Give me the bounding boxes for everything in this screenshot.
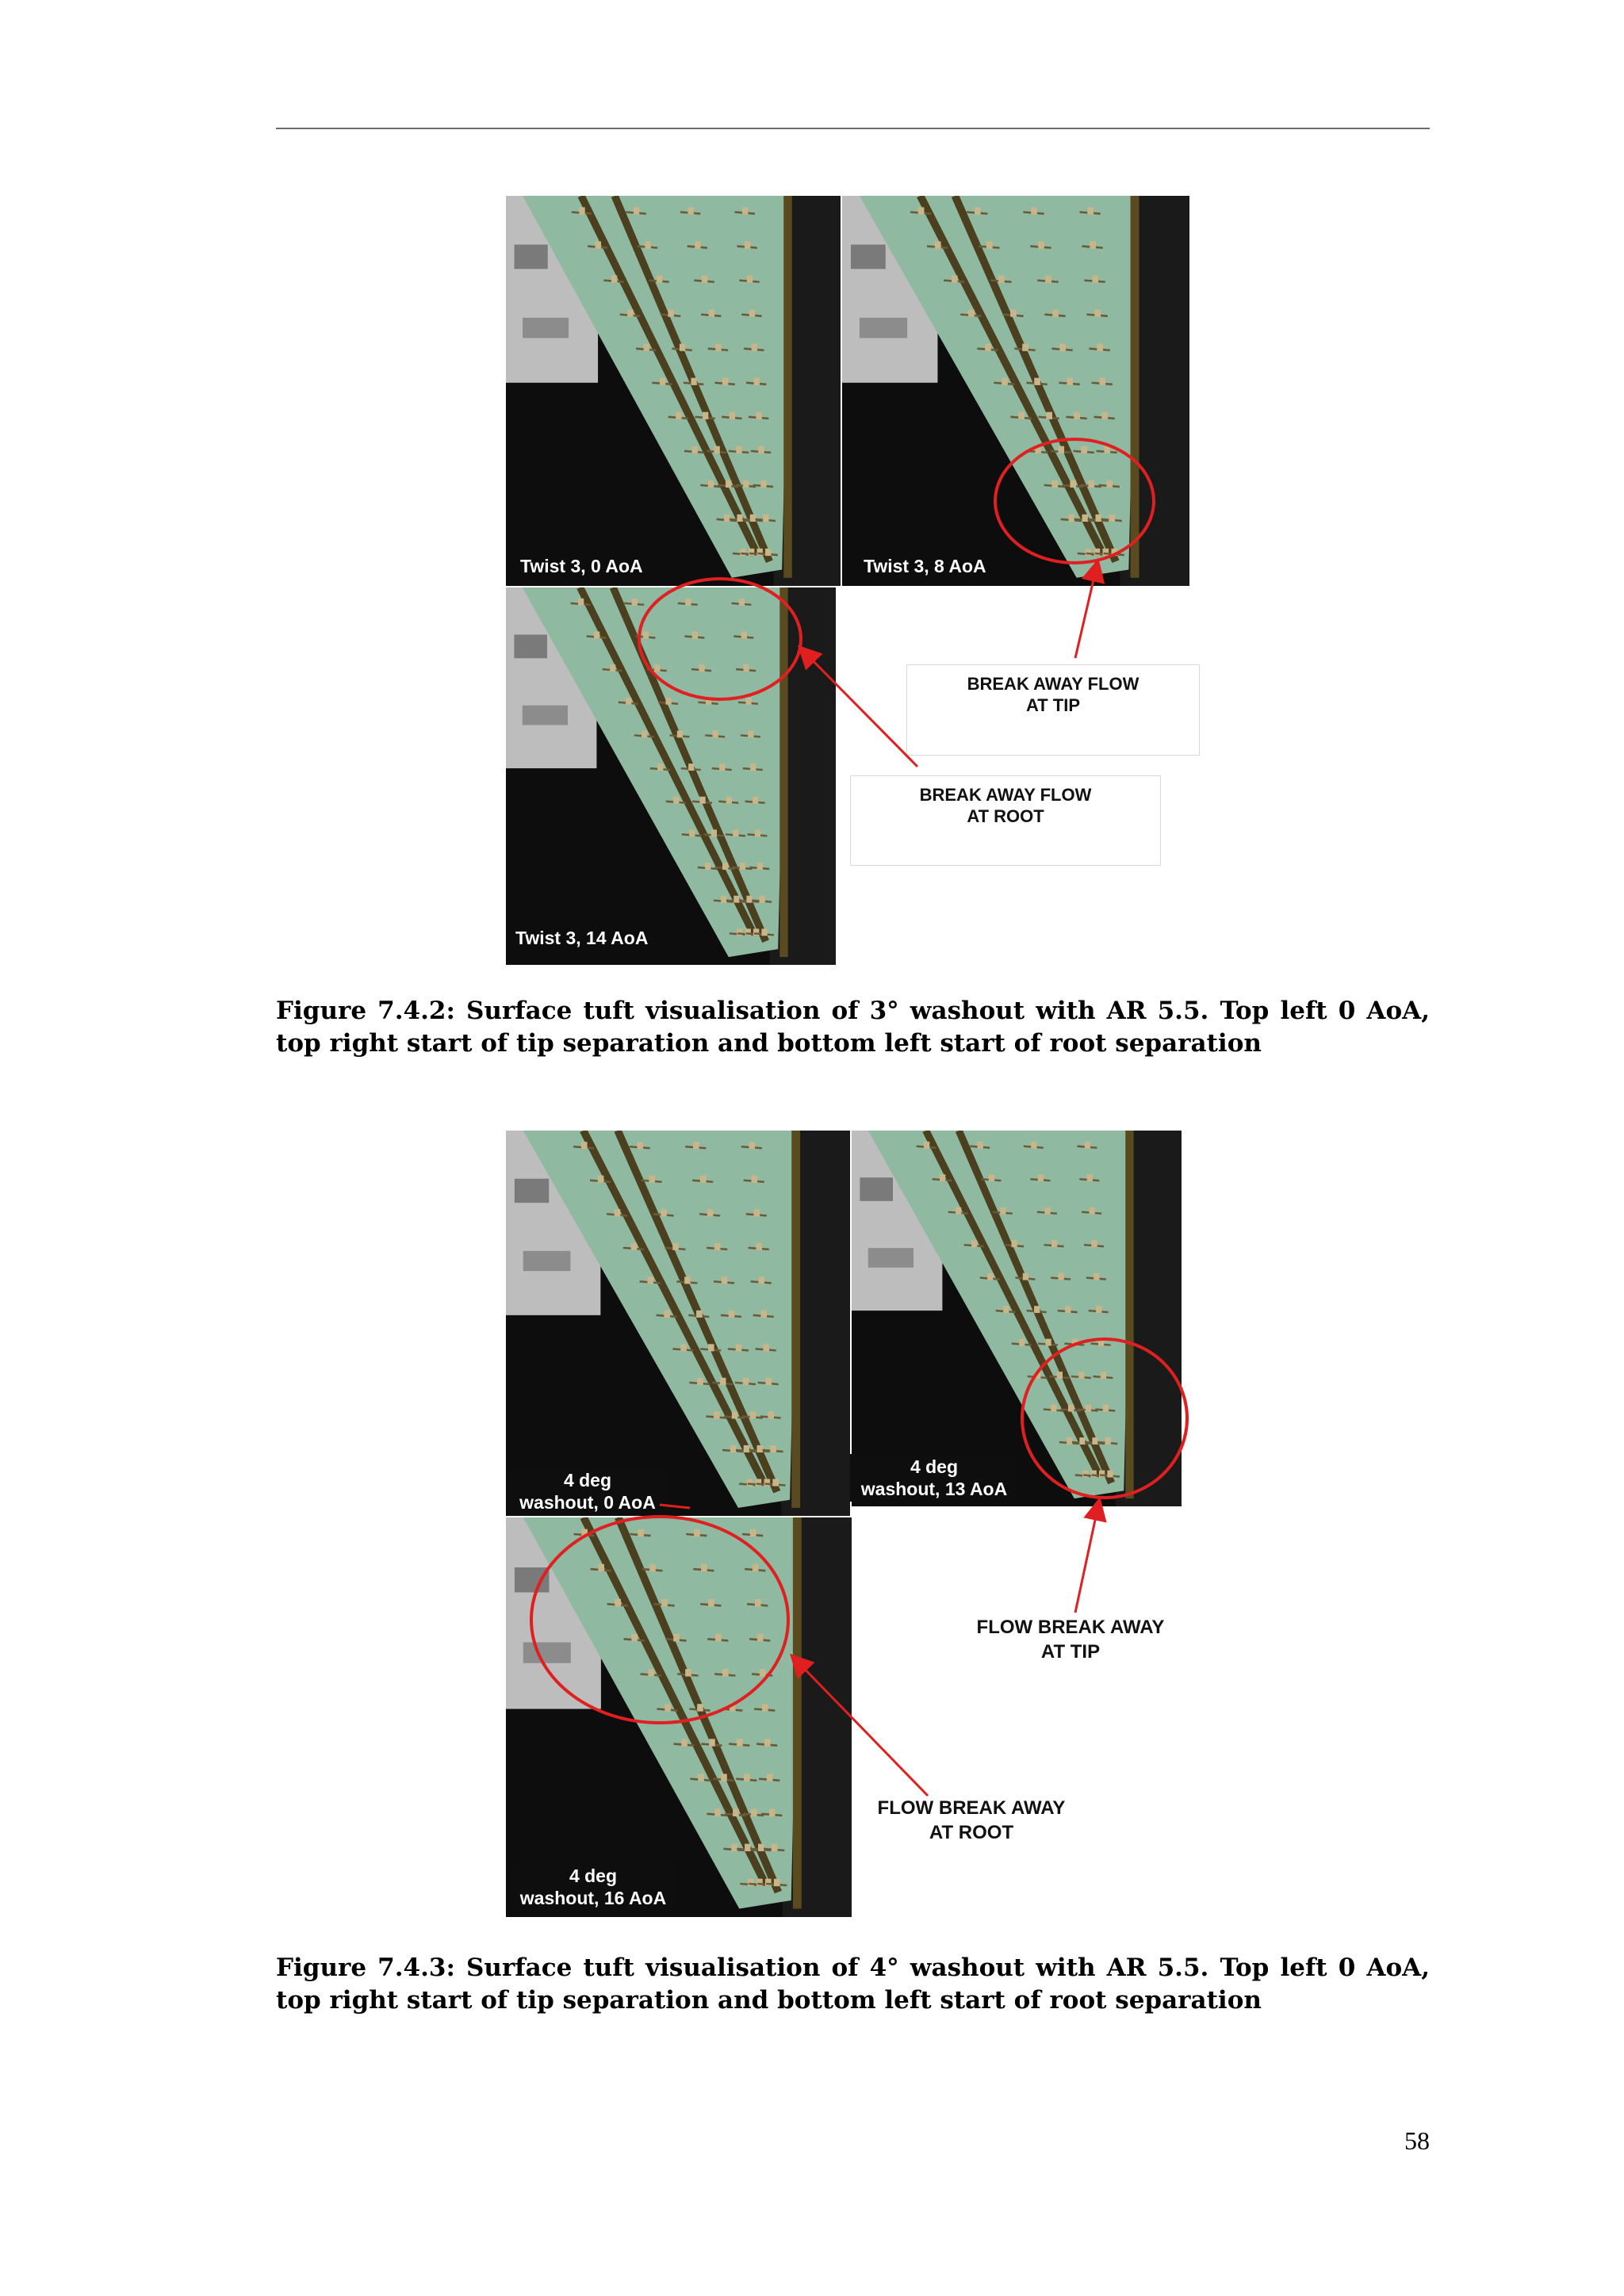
panel-label-twist3-0aoa: Twist 3, 0 AoA (520, 556, 643, 576)
panel-label-line: washout, 0 AoA (519, 1492, 656, 1513)
annotation-text: BREAK AWAY FLOW (919, 785, 1092, 805)
annotation-text: AT ROOT (967, 806, 1044, 826)
annotation-flow-break-root (852, 1796, 1090, 1845)
caption-text: Surface tuft visualisation of 3° washout with AR 5.5. Top left 0 AoA, top right start of tip separation and bottom left start of root separation (276, 997, 1430, 1058)
annotation-text: AT TIP (1025, 695, 1081, 715)
wing-photo-drawing (506, 1517, 852, 1917)
panel-label-line: 4 deg (563, 1470, 612, 1490)
photo-4deg-13aoa (852, 1131, 1182, 1506)
panel-label-twist3-14aoa: Twist 3, 14 AoA (515, 928, 649, 948)
figure-caption (276, 995, 1430, 1060)
caption-label: Figure 7.4.2: (276, 997, 455, 1025)
caption-text: Surface tuft visualisation of 4° washout with AR 5.5. Top left 0 AoA, top right start of tip separation and bottom left start of root separation (276, 1954, 1430, 2015)
header-rule (276, 128, 1430, 129)
wing-photo-drawing (852, 1131, 1182, 1506)
annotation-break-away-tip (906, 664, 1200, 756)
panel-label-line: 4 deg (569, 1866, 618, 1886)
page-number: 58 (1404, 2126, 1430, 2155)
caption-label: Figure 7.4.3: (276, 1954, 455, 1982)
annotation-arrow (1075, 1502, 1099, 1613)
annotation-text: FLOW BREAK AWAY (976, 1617, 1165, 1638)
panel-label-4deg-13aoa (850, 1454, 1018, 1502)
annotation-text: FLOW BREAK AWAY (877, 1797, 1066, 1819)
panel-label-4deg-16aoa (509, 1863, 677, 1911)
annotation-text: AT ROOT (929, 1822, 1014, 1843)
photo-twist3-0aoa (506, 196, 841, 586)
panel-label-twist3-8aoa: Twist 3, 8 AoA (864, 556, 986, 576)
annotation-text: BREAK AWAY FLOW (967, 674, 1139, 694)
panel-label-line: washout, 16 AoA (519, 1888, 667, 1908)
wing-photo-drawing (842, 196, 1189, 586)
annotation-text: AT TIP (1040, 1641, 1101, 1663)
panel-label-line: 4 deg (910, 1456, 959, 1477)
figure-caption (276, 1952, 1430, 2017)
annotation-flow-break-tip (952, 1615, 1189, 1664)
photo-4deg-16aoa (506, 1517, 852, 1917)
wing-photo-drawing (506, 587, 836, 965)
photo-4deg-0aoa (506, 1131, 850, 1516)
wing-photo-drawing (506, 196, 841, 586)
annotation-break-away-root (850, 775, 1161, 866)
photo-twist3-14aoa (506, 587, 836, 965)
panel-label-line: washout, 13 AoA (860, 1479, 1008, 1499)
wing-photo-drawing (506, 1131, 850, 1516)
photo-twist3-8aoa (842, 196, 1189, 586)
panel-label-4deg-0aoa (506, 1468, 669, 1515)
